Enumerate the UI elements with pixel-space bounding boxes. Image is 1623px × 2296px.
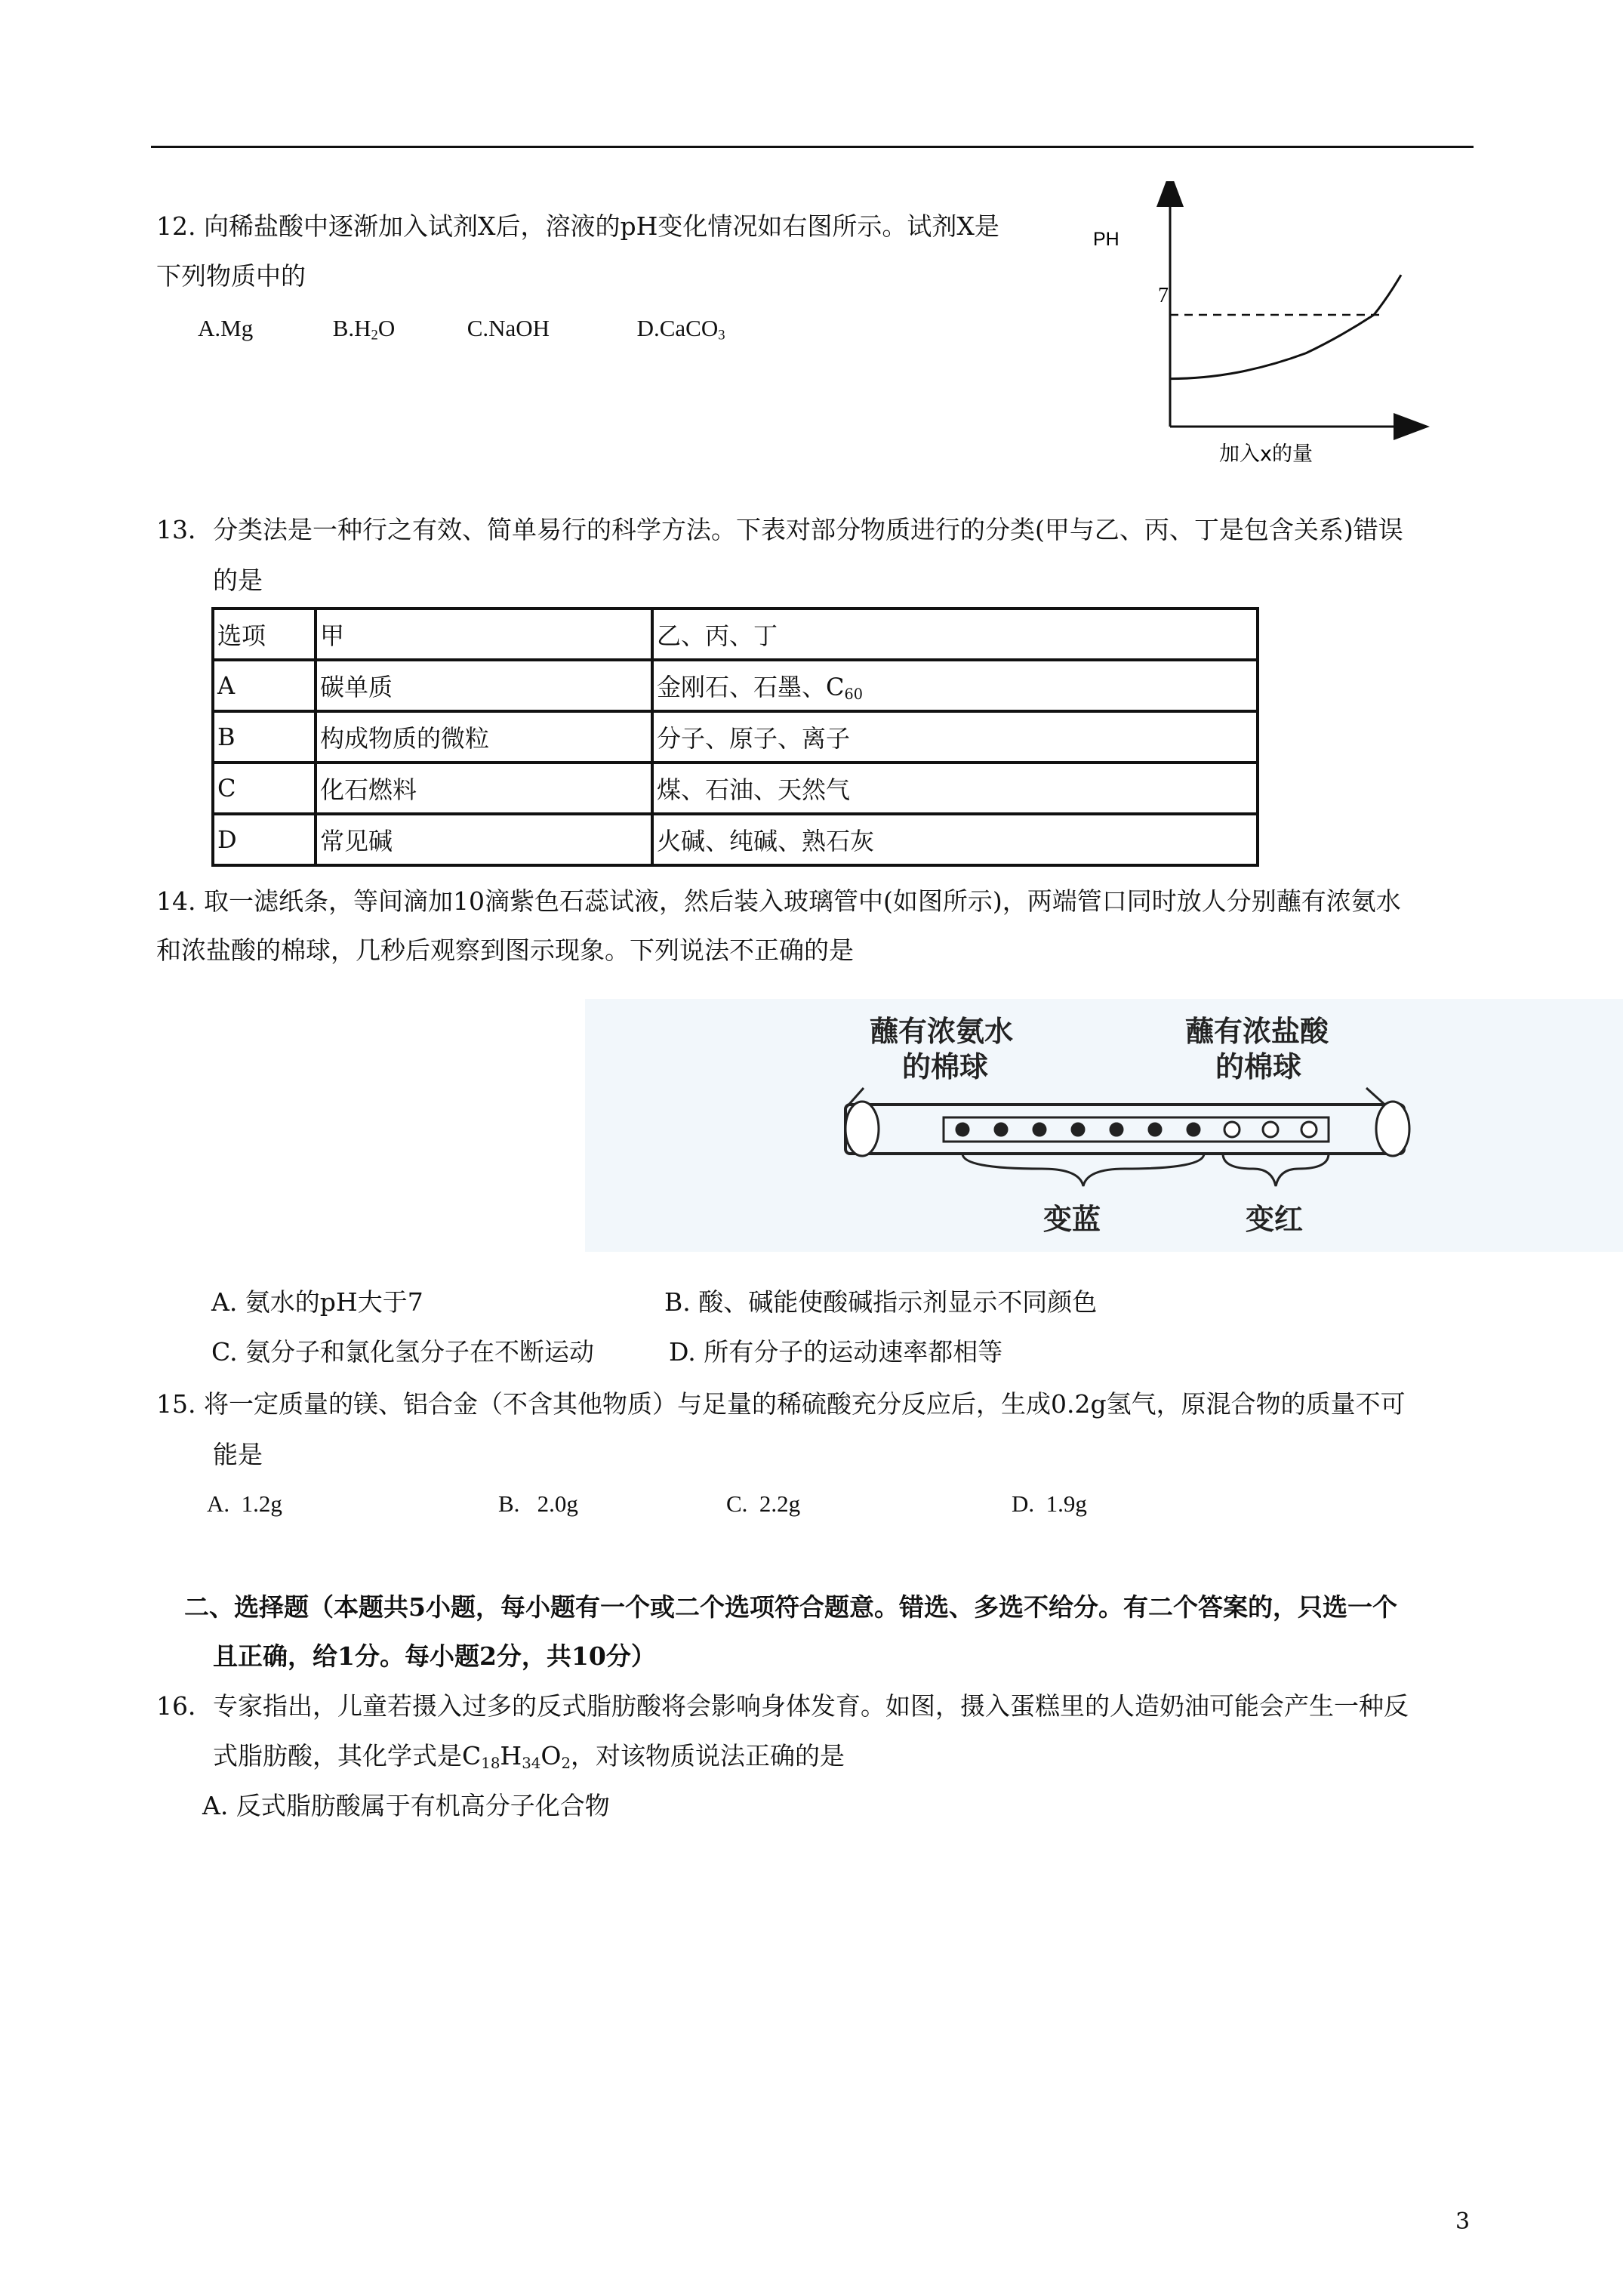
blue-indicator-dot [1110, 1123, 1123, 1136]
table-cell: 煤、石油、天然气 [652, 763, 1258, 814]
blue-label: 变蓝 [1043, 1203, 1101, 1236]
ph-chart-xlabel: 加入x的量 [1219, 442, 1313, 466]
table-header-cell: 选项 [213, 609, 316, 660]
blue-indicator-dot [1033, 1123, 1046, 1136]
table-cell: 化石燃料 [316, 763, 652, 814]
glass-tube [845, 1105, 1404, 1154]
ph-chart [1079, 181, 1434, 468]
page-number: 3 [1455, 2208, 1471, 2235]
q12-option-b: $B.H_2O$ [332, 315, 396, 344]
q12-option-c: C.NaOH [467, 315, 550, 341]
right-cotton-ball [1376, 1102, 1409, 1156]
q15-option-c: C. 2.2g [726, 1490, 801, 1517]
red-bracket [1223, 1154, 1329, 1186]
q16-text-line1: 16．专家指出，儿童若摄入过多的反式脂肪酸将会影响身体发育。如图，摄入蛋糕里的人造奶油可能会产生一种反 [156, 1691, 1409, 1721]
q14-option-a: A. 氨水的pH大于7 [211, 1287, 423, 1317]
table-header-cell: 甲 [316, 609, 652, 660]
red-label: 变红 [1246, 1203, 1304, 1236]
table-cell: 构成物质的微粒 [316, 711, 652, 763]
table-row [213, 763, 1258, 814]
table-cell: D [213, 814, 316, 865]
q12-option-d: D.CaCO$_3$ [636, 315, 725, 344]
q12-text-line2: 下列物质中的 [156, 261, 306, 291]
q14-option-b: B. 酸、碱能使酸碱指示剂显示不同颜色 [664, 1287, 1098, 1317]
red-indicator-dot [1301, 1122, 1317, 1137]
table-header-row [213, 609, 1258, 660]
q14-text-line2: 和浓盐酸的棉球，几秒后观察到图示现象。下列说法不正确的是 [156, 935, 854, 965]
red-indicator-dot [1224, 1122, 1240, 1137]
ph-chart-ref-label: 7 [1158, 284, 1169, 307]
section2-heading-line1: 二、选择题（本题共5小题，每小题有一个或二个选项符合题意。错选、多选不给分。有二个答案的，只选一个 [184, 1592, 1397, 1622]
table-cell: A [213, 660, 316, 711]
table-cell: 碳单质 [316, 660, 652, 711]
q12-text-line1: 12. 向稀盐酸中逐渐加入试剂X后，溶液的pH变化情况如右图所示。试剂X是 [156, 211, 999, 241]
q15-option-a: A. 1.2g [207, 1490, 282, 1517]
classification-table [211, 607, 1259, 867]
q14-option-c: C. 氨分子和氯化氢分子在不断运动 [211, 1337, 595, 1367]
table-cell: B [213, 711, 316, 763]
q14-option-d: D. 所有分子的运动速率都相等 [669, 1337, 1003, 1367]
tube-right-label-2: 的棉球 [1215, 1050, 1302, 1083]
blue-indicator-dot [1187, 1123, 1200, 1136]
tube-left-label-2: 的棉球 [902, 1050, 989, 1083]
table-row [213, 814, 1258, 865]
q15-text-line1: 15. 将一定质量的镁、铝合金（不含其他物质）与足量的稀硫酸充分反应后，生成0.2g氢气，原混合物的质量不可 [156, 1389, 1406, 1419]
q13-text-line1: 13．分类法是一种行之有效、简单易行的科学方法。下表对部分物质进行的分类(甲与乙、丙、丁是包含关系)错误 [156, 515, 1403, 544]
tube-right-label-1: 蘸有浓盐酸 [1185, 1015, 1329, 1048]
table-cell: C [213, 763, 316, 814]
section2-heading-line2: 且正确，给1分。每小题2分，共10分） [213, 1641, 656, 1671]
blue-bracket [962, 1154, 1204, 1186]
blue-indicator-dot [1148, 1123, 1162, 1136]
table-cell: 火碱、纯碱、熟石灰 [652, 814, 1258, 865]
blue-indicator-dot [956, 1123, 969, 1136]
q14-text-line1: 14. 取一滤纸条，等间滴加10滴紫色石蕊试液，然后装入玻璃管中(如图所示)，两端管口同时放人分别蘸有浓氨水 [156, 886, 1401, 916]
q16-text-line2: 式脂肪酸，其化学式是$C_{18}H_{34}O_2$，对该物质说法正确的是 [213, 1741, 845, 1772]
q15-text-line2: 能是 [213, 1440, 263, 1469]
table-row [213, 660, 1258, 711]
q13-text-line2: 的是 [213, 566, 263, 595]
indicator-dots [956, 1122, 1317, 1137]
q12-option-a: A.Mg [198, 315, 254, 341]
ph-chart-ylabel: PH [1093, 229, 1119, 250]
left-cotton-ball [845, 1102, 879, 1156]
blue-indicator-dot [1071, 1123, 1085, 1136]
blue-indicator-dot [994, 1123, 1008, 1136]
header-rule [151, 146, 1474, 148]
ph-chart-curve [1170, 275, 1401, 378]
tube-left-label-1: 蘸有浓氨水 [870, 1015, 1014, 1048]
q12-options [198, 312, 725, 353]
q16-option-a: A. 反式脂肪酸属于有机高分子化合物 [202, 1791, 610, 1820]
q15-option-d: D. 1.9g [1012, 1490, 1087, 1517]
table-row [213, 711, 1258, 763]
tube-figure [830, 999, 1434, 1252]
red-indicator-dot [1263, 1122, 1278, 1137]
q15-option-b: B. 2.0g [498, 1490, 578, 1517]
table-cell: 分子、原子、离子 [652, 711, 1258, 763]
table-header-cell: 乙、丙、丁 [652, 609, 1258, 660]
table-cell: 金刚石、石墨、$C_{60}$ [652, 660, 1258, 711]
table-cell: 常见碱 [316, 814, 652, 865]
